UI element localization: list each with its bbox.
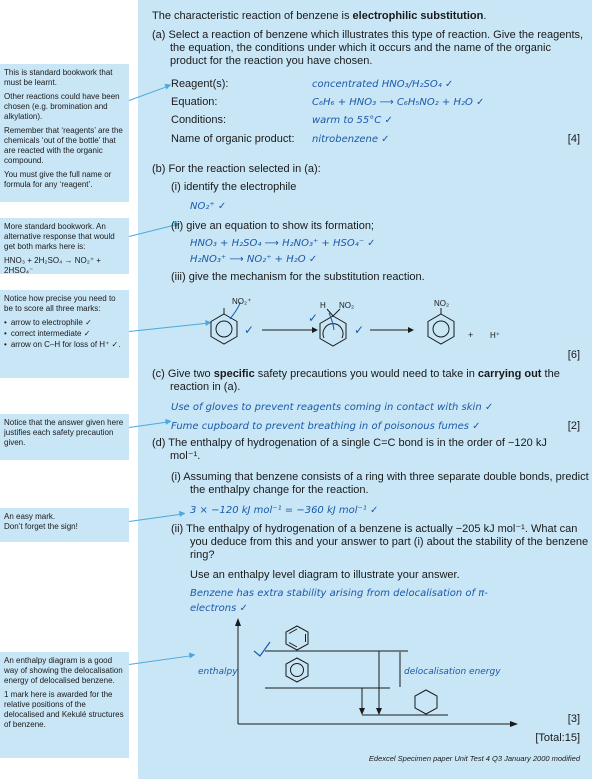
mech-tick-3: ✓: [354, 323, 365, 337]
intro-end: .: [483, 10, 487, 22]
note-list-item: • arrow to electrophile ✓: [4, 318, 126, 328]
cyclohexane-icon: [415, 690, 437, 714]
note-list: [4, 318, 126, 350]
note-text: An easy mark.: [4, 512, 56, 521]
part-a-text: (a) Select a reaction of benzene which illustrates this type of reaction. Give the reagents, the equation, the conditions under which it occurs and the name of the organic product for the reaction you have chosen.: [152, 29, 584, 67]
total-marks: [Total:15]: [535, 732, 580, 744]
equation-label: Equation:: [171, 96, 218, 108]
reagents-answer: concentrated HNO₃/H₂SO₄ ✓: [312, 79, 454, 90]
conditions-label: Conditions:: [171, 114, 227, 126]
question-intro: [152, 10, 486, 23]
mech-tick-1: ✓: [244, 323, 255, 337]
note-list-item: • correct intermediate ✓: [4, 329, 126, 339]
nitrobenzene-ring-icon: [428, 314, 454, 344]
part-d-text: (d) The enthalpy of hydrogenation of a single C=C bond is in the order of −120 kJ mol⁻¹.: [152, 437, 547, 462]
kekule-benzene-icon: [286, 626, 308, 650]
marks-b: [6]: [567, 349, 580, 361]
conditions-answer: warm to 55°C ✓: [312, 115, 393, 126]
mech-plus: +: [468, 330, 474, 340]
note-text: An enthalpy diagram is a good way of showing the delocalisation energy of delocalised benzene.: [4, 656, 123, 685]
delocalised-benzene-icon: [286, 658, 308, 682]
c-bold: specific: [213, 368, 255, 380]
c-text: (c) Give two: [152, 368, 214, 380]
mech-no2plus: NO₂⁺: [232, 297, 252, 306]
part-d-i: (i) Assuming that benzene consists of a ring with three separate double bonds, predict the enthalpy change for the reaction.: [171, 471, 589, 496]
benzene-ring-icon: [211, 314, 237, 344]
enthalpy-diagram: [190, 618, 530, 730]
marks-a: [4]: [567, 133, 580, 145]
mech-no2-product: NO₂: [434, 299, 450, 308]
note-text: Don’t forget the sign!: [4, 522, 78, 531]
source-citation: Edexcel Specimen paper Unit Test 4 Q3 January 2000 modified: [368, 754, 580, 763]
mech-tick-2: ✓: [308, 311, 319, 325]
note-text: You must give the full name or formula for any ‘reagent’.: [4, 170, 112, 189]
note-text: This is standard bookwork that must be learnt.: [4, 68, 113, 87]
intro-bold: electrophilic substitution: [352, 10, 484, 22]
enthalpy-answer: 3 × −120 kJ mol⁻¹ = −360 kJ mol⁻¹ ✓: [190, 505, 379, 516]
part-b-ii: (ii) give an equation to show its formation;: [171, 220, 374, 232]
mechanism-diagram: [200, 292, 520, 354]
note-text: HNO₃ + 2H₂SO₄ → NO₂⁺ + 2HSO₄⁻: [4, 256, 101, 275]
part-b-i: (i) identify the electrophile: [171, 181, 297, 193]
marks-d: [3]: [567, 713, 580, 725]
part-d-ii: (ii) The enthalpy of hydrogenation of a benzene is actually −205 kJ mol⁻¹. What can you deduce from this and your answer to part (i) about the stability of the benzene ring?: [171, 523, 589, 561]
note-list-item: • arrow on C–H for loss of H⁺ ✓.: [4, 340, 126, 350]
equation-answer: C₆H₆ + HNO₃ ⟶ C₆H₅NO₂ + H₂O ✓: [312, 97, 485, 108]
formation-equation-1: HNO₃ + H₂SO₄ ⟶ H₂NO₃⁺ + HSO₄⁻ ✓: [190, 238, 376, 249]
c-bold: carrying out: [477, 368, 542, 380]
product-label: Name of organic product:: [171, 133, 295, 145]
stability-answer: Benzene has extra stability arising from delocalisation of π-electrons ✓: [190, 588, 488, 614]
part-b-text: (b) For the reaction selected in (a):: [152, 163, 321, 175]
note-text: 1 mark here is awarded for the relative positions of the delocalised and Kekulé structures of benzene.: [4, 690, 124, 729]
mech-no2: NO₂: [339, 301, 355, 310]
margin-note-sign: [0, 508, 129, 542]
note-text: Other reactions could have been chosen (e.g. bromination and alkylation).: [4, 92, 120, 121]
reagents-label: Reagent(s):: [171, 78, 229, 90]
margin-note-mechanism: [0, 290, 129, 378]
margin-note-reagents: [0, 64, 129, 202]
mech-hplus: H⁺: [490, 331, 500, 340]
diagram-ylabel: enthalpy: [198, 667, 238, 677]
mech-h: H: [320, 301, 326, 310]
c-text: the reaction in (a).: [170, 368, 560, 393]
product-answer: nitrobenzene ✓: [312, 134, 390, 145]
safety-answer-2: Fume cupboard to prevent breathing in of poisonous fumes ✓: [171, 421, 481, 432]
margin-note-enthalpy: [0, 652, 129, 758]
note-text: Notice how precise you need to be to score all three marks:: [4, 294, 116, 313]
note-text: More standard bookwork. An alternative response that would get both marks here is:: [4, 222, 115, 251]
margin-note-safety: [0, 414, 129, 460]
formation-equation-2: H₂NO₃⁺ ⟶ NO₂⁺ + H₂O ✓: [190, 254, 318, 265]
part-b-iii: (iii) give the mechanism for the substitution reaction.: [171, 271, 425, 283]
electrophile-answer: NO₂⁺ ✓: [190, 201, 227, 212]
marks-c: [2]: [567, 420, 580, 432]
part-d-ii-b: Use an enthalpy level diagram to illustrate your answer.: [190, 569, 460, 581]
safety-answer-1: Use of gloves to prevent reagents coming in contact with skin ✓: [171, 402, 494, 413]
margin-note-electrophile: [0, 218, 129, 274]
diagram-delocalisation-label: delocalisation energy: [404, 667, 501, 677]
intermediate-ring-icon: [320, 316, 346, 346]
note-text: Remember that ‘reagents’ are the chemicals ‘out of the bottle’ that are reacted with the organic compound.: [4, 126, 123, 165]
note-text: Notice that the answer given here justifies each safety precaution given.: [4, 418, 124, 447]
intro-text: The characteristic reaction of benzene is: [152, 10, 353, 22]
c-text: safety precautions you would need to take in: [254, 368, 478, 380]
part-c-text: [152, 368, 590, 394]
